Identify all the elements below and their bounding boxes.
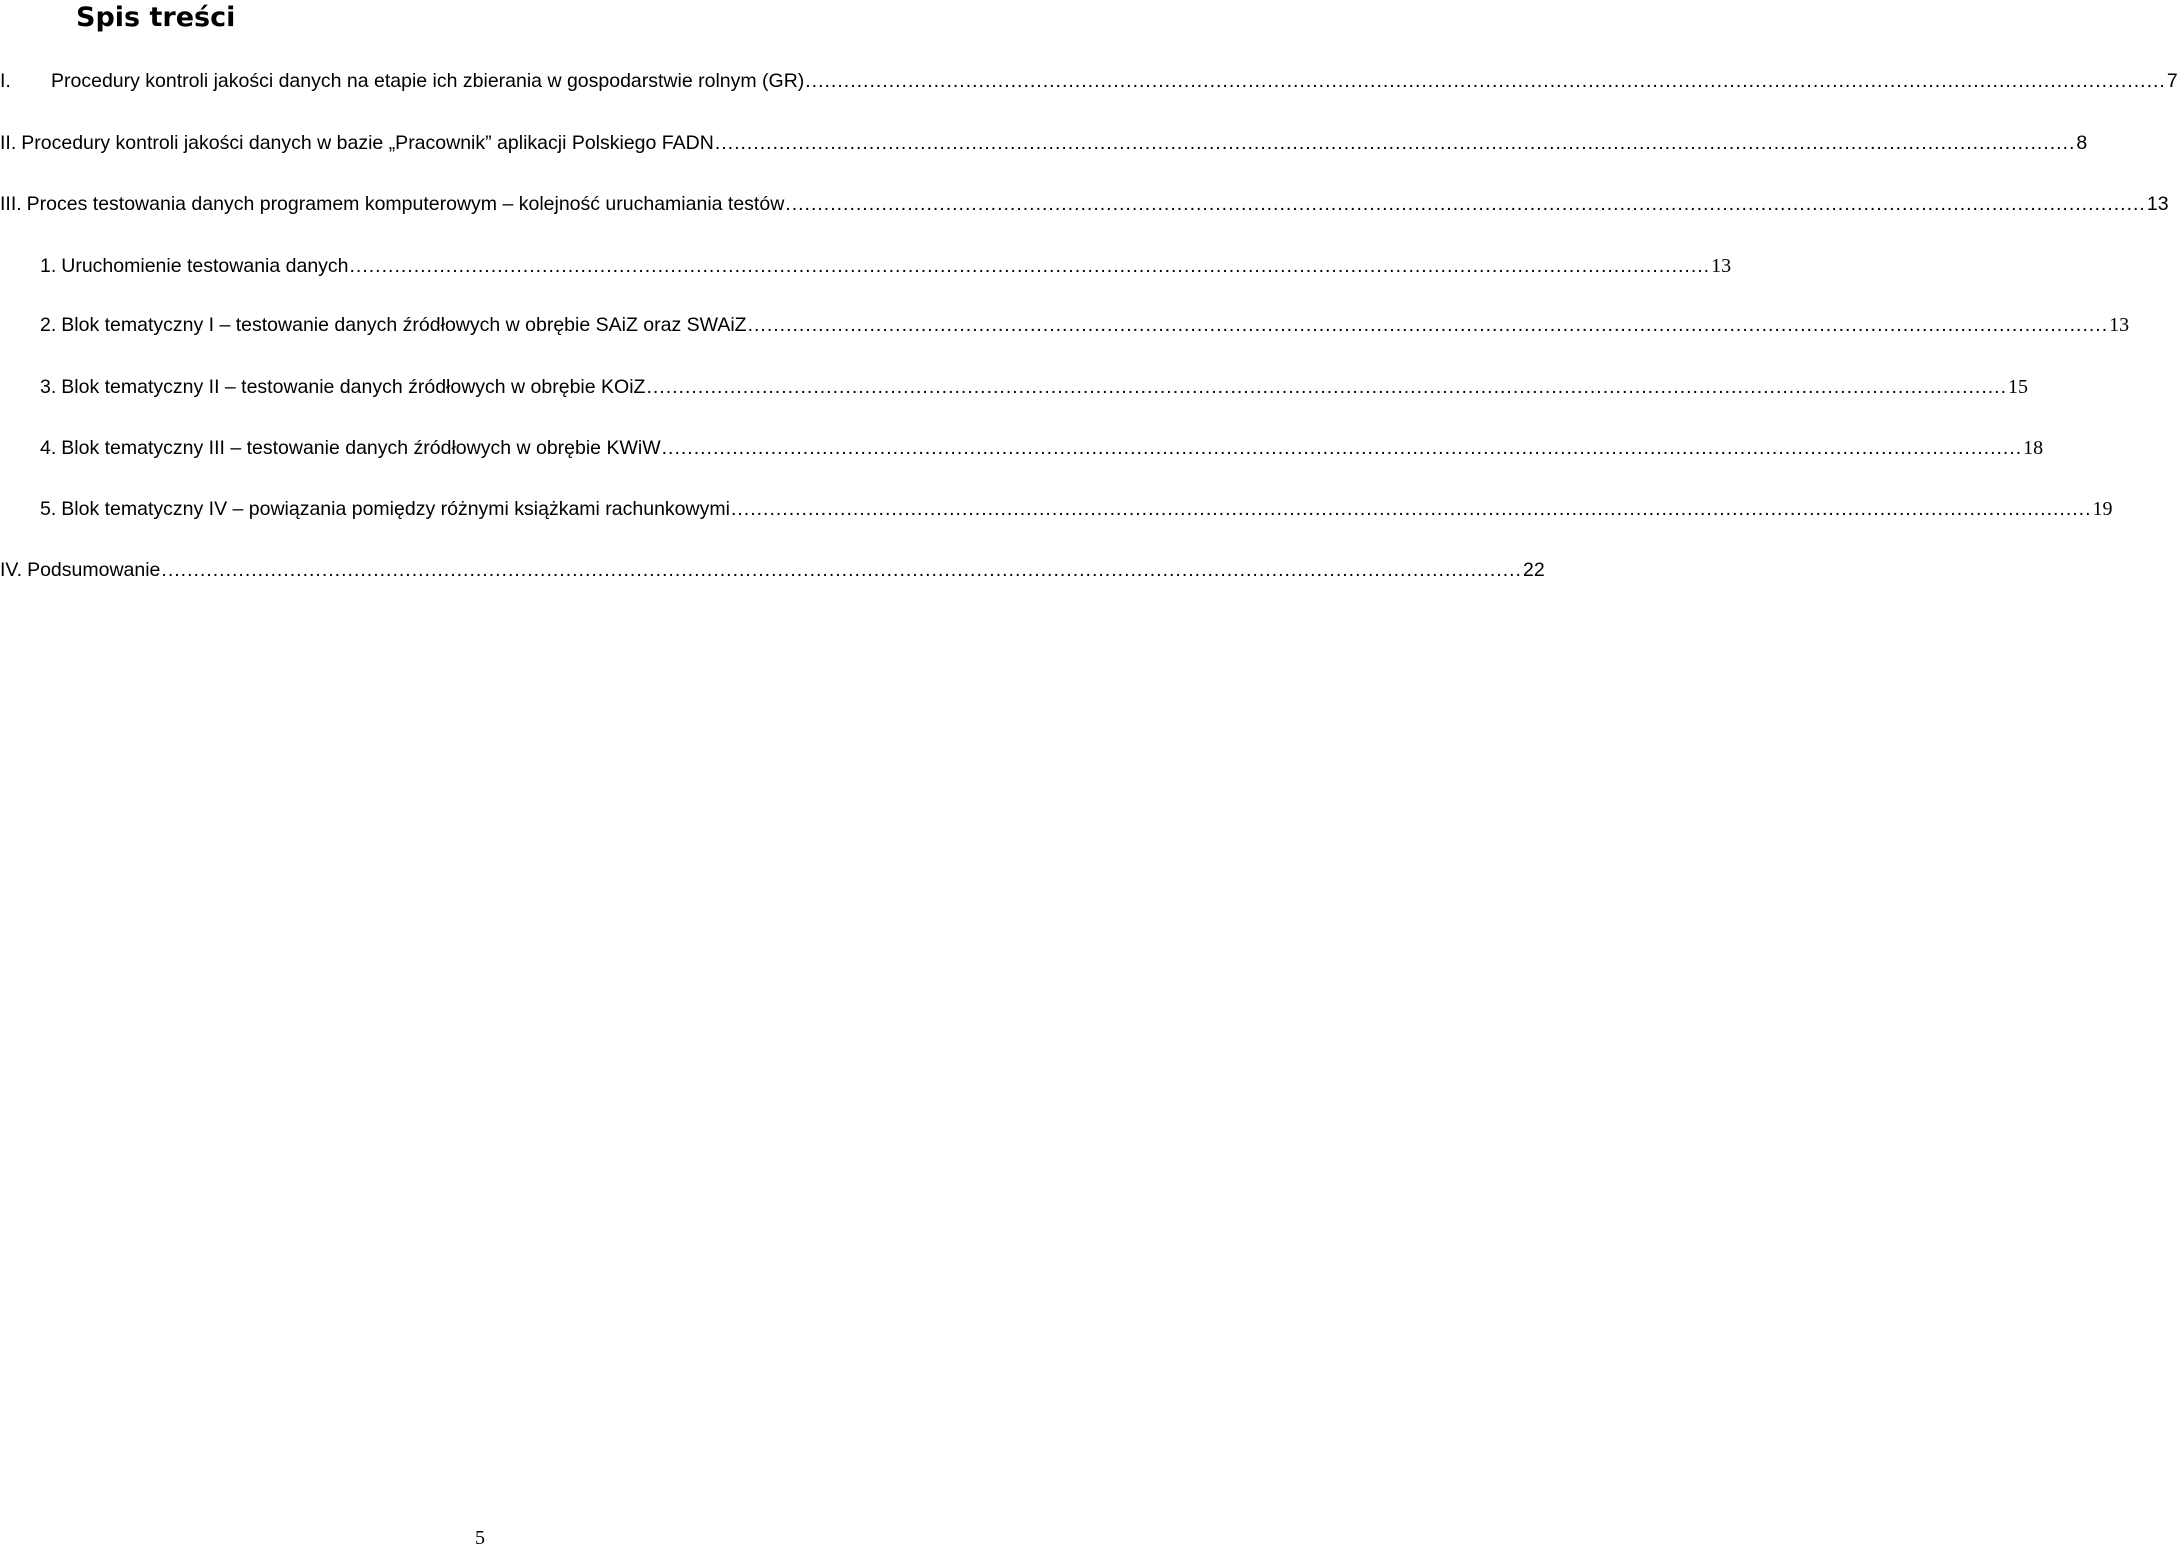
toc-entry-label: Procedury kontroli jakości danych na etapie ich zbierania w gospodarstwie rolnym (GR): [51, 70, 805, 92]
toc-entry-number: III.: [0, 193, 22, 215]
dot-leader: ....................................................................................................................................................................................................................: [161, 559, 1522, 581]
dot-leader: ....................................................................................................................................................................................................................: [349, 255, 1711, 277]
toc-title: Spis treści: [76, 2, 236, 33]
toc-entry-section-4[interactable]: [0, 555, 1545, 585]
toc-entry-label: Blok tematyczny I – testowanie danych źródłowych w obrębie SAiZ oraz SWAiZ: [61, 314, 747, 336]
dot-leader: ....................................................................................................................................................................................................................: [805, 70, 2166, 92]
toc-entry-number: I.: [0, 70, 11, 92]
toc-entry-subsection-3[interactable]: [40, 372, 2029, 402]
toc-entry-number: 5.: [40, 498, 57, 520]
page-number: 5: [475, 1527, 485, 1549]
toc-entry-number: 4.: [40, 437, 57, 459]
toc-entry-label: Procedury kontroli jakości danych w bazie „Pracownik” aplikacji Polskiego FADN: [21, 132, 714, 154]
toc-entry-page: 19: [2092, 498, 2113, 520]
toc-entry-page: 15: [2008, 376, 2029, 398]
dot-leader: ....................................................................................................................................................................................................................: [730, 498, 2092, 520]
toc-entry-number: 3.: [40, 376, 57, 398]
toc-entry-label: Blok tematyczny III – testowanie danych źródłowych w obrębie KWiW: [61, 437, 661, 459]
toc-entry-number: II.: [0, 132, 17, 154]
toc-entry-label: Blok tematyczny IV – powiązania pomiędzy różnymi książkami rachunkowymi: [61, 498, 730, 520]
toc-entry-section-2[interactable]: [0, 128, 2088, 158]
toc-entry-page: 18: [2023, 437, 2044, 459]
toc-entry-label: Blok tematyczny II – testowanie danych źródłowych w obrębie KOiZ: [61, 376, 646, 398]
dot-leader: ....................................................................................................................................................................................................................: [646, 376, 2008, 398]
toc-entry-page: 7: [2166, 70, 2178, 92]
toc-entry-page: 13: [2146, 193, 2169, 215]
toc-entry-page: 8: [2076, 132, 2088, 154]
toc-entry-page: 13: [2109, 314, 2130, 336]
toc-entry-subsection-5[interactable]: [40, 494, 2113, 524]
toc-entry-subsection-4[interactable]: [40, 433, 2044, 463]
toc-entry-section-3[interactable]: [0, 189, 2169, 219]
toc-entry-label: Proces testowania danych programem komputerowym – kolejność uruchamiania testów: [26, 193, 785, 215]
dot-leader: ....................................................................................................................................................................................................................: [714, 132, 2076, 154]
toc-entry-page: 13: [1711, 255, 1732, 277]
dot-leader: ....................................................................................................................................................................................................................: [785, 193, 2146, 215]
toc-entry-number: IV.: [0, 559, 23, 581]
toc-entry-number: 1.: [40, 255, 57, 277]
toc-entry-subsection-1[interactable]: [40, 251, 1732, 281]
toc-entry-subsection-2[interactable]: [40, 310, 2130, 340]
toc-entry-label: Podsumowanie: [27, 559, 161, 581]
toc-entry-label: Uruchomienie testowania danych: [61, 255, 349, 277]
toc-entry-section-1[interactable]: [0, 66, 2178, 96]
dot-leader: ....................................................................................................................................................................................................................: [661, 437, 2023, 459]
dot-leader: ....................................................................................................................................................................................................................: [747, 314, 2109, 336]
toc-entry-number: 2.: [40, 314, 57, 336]
toc-entry-page: 22: [1522, 559, 1545, 581]
